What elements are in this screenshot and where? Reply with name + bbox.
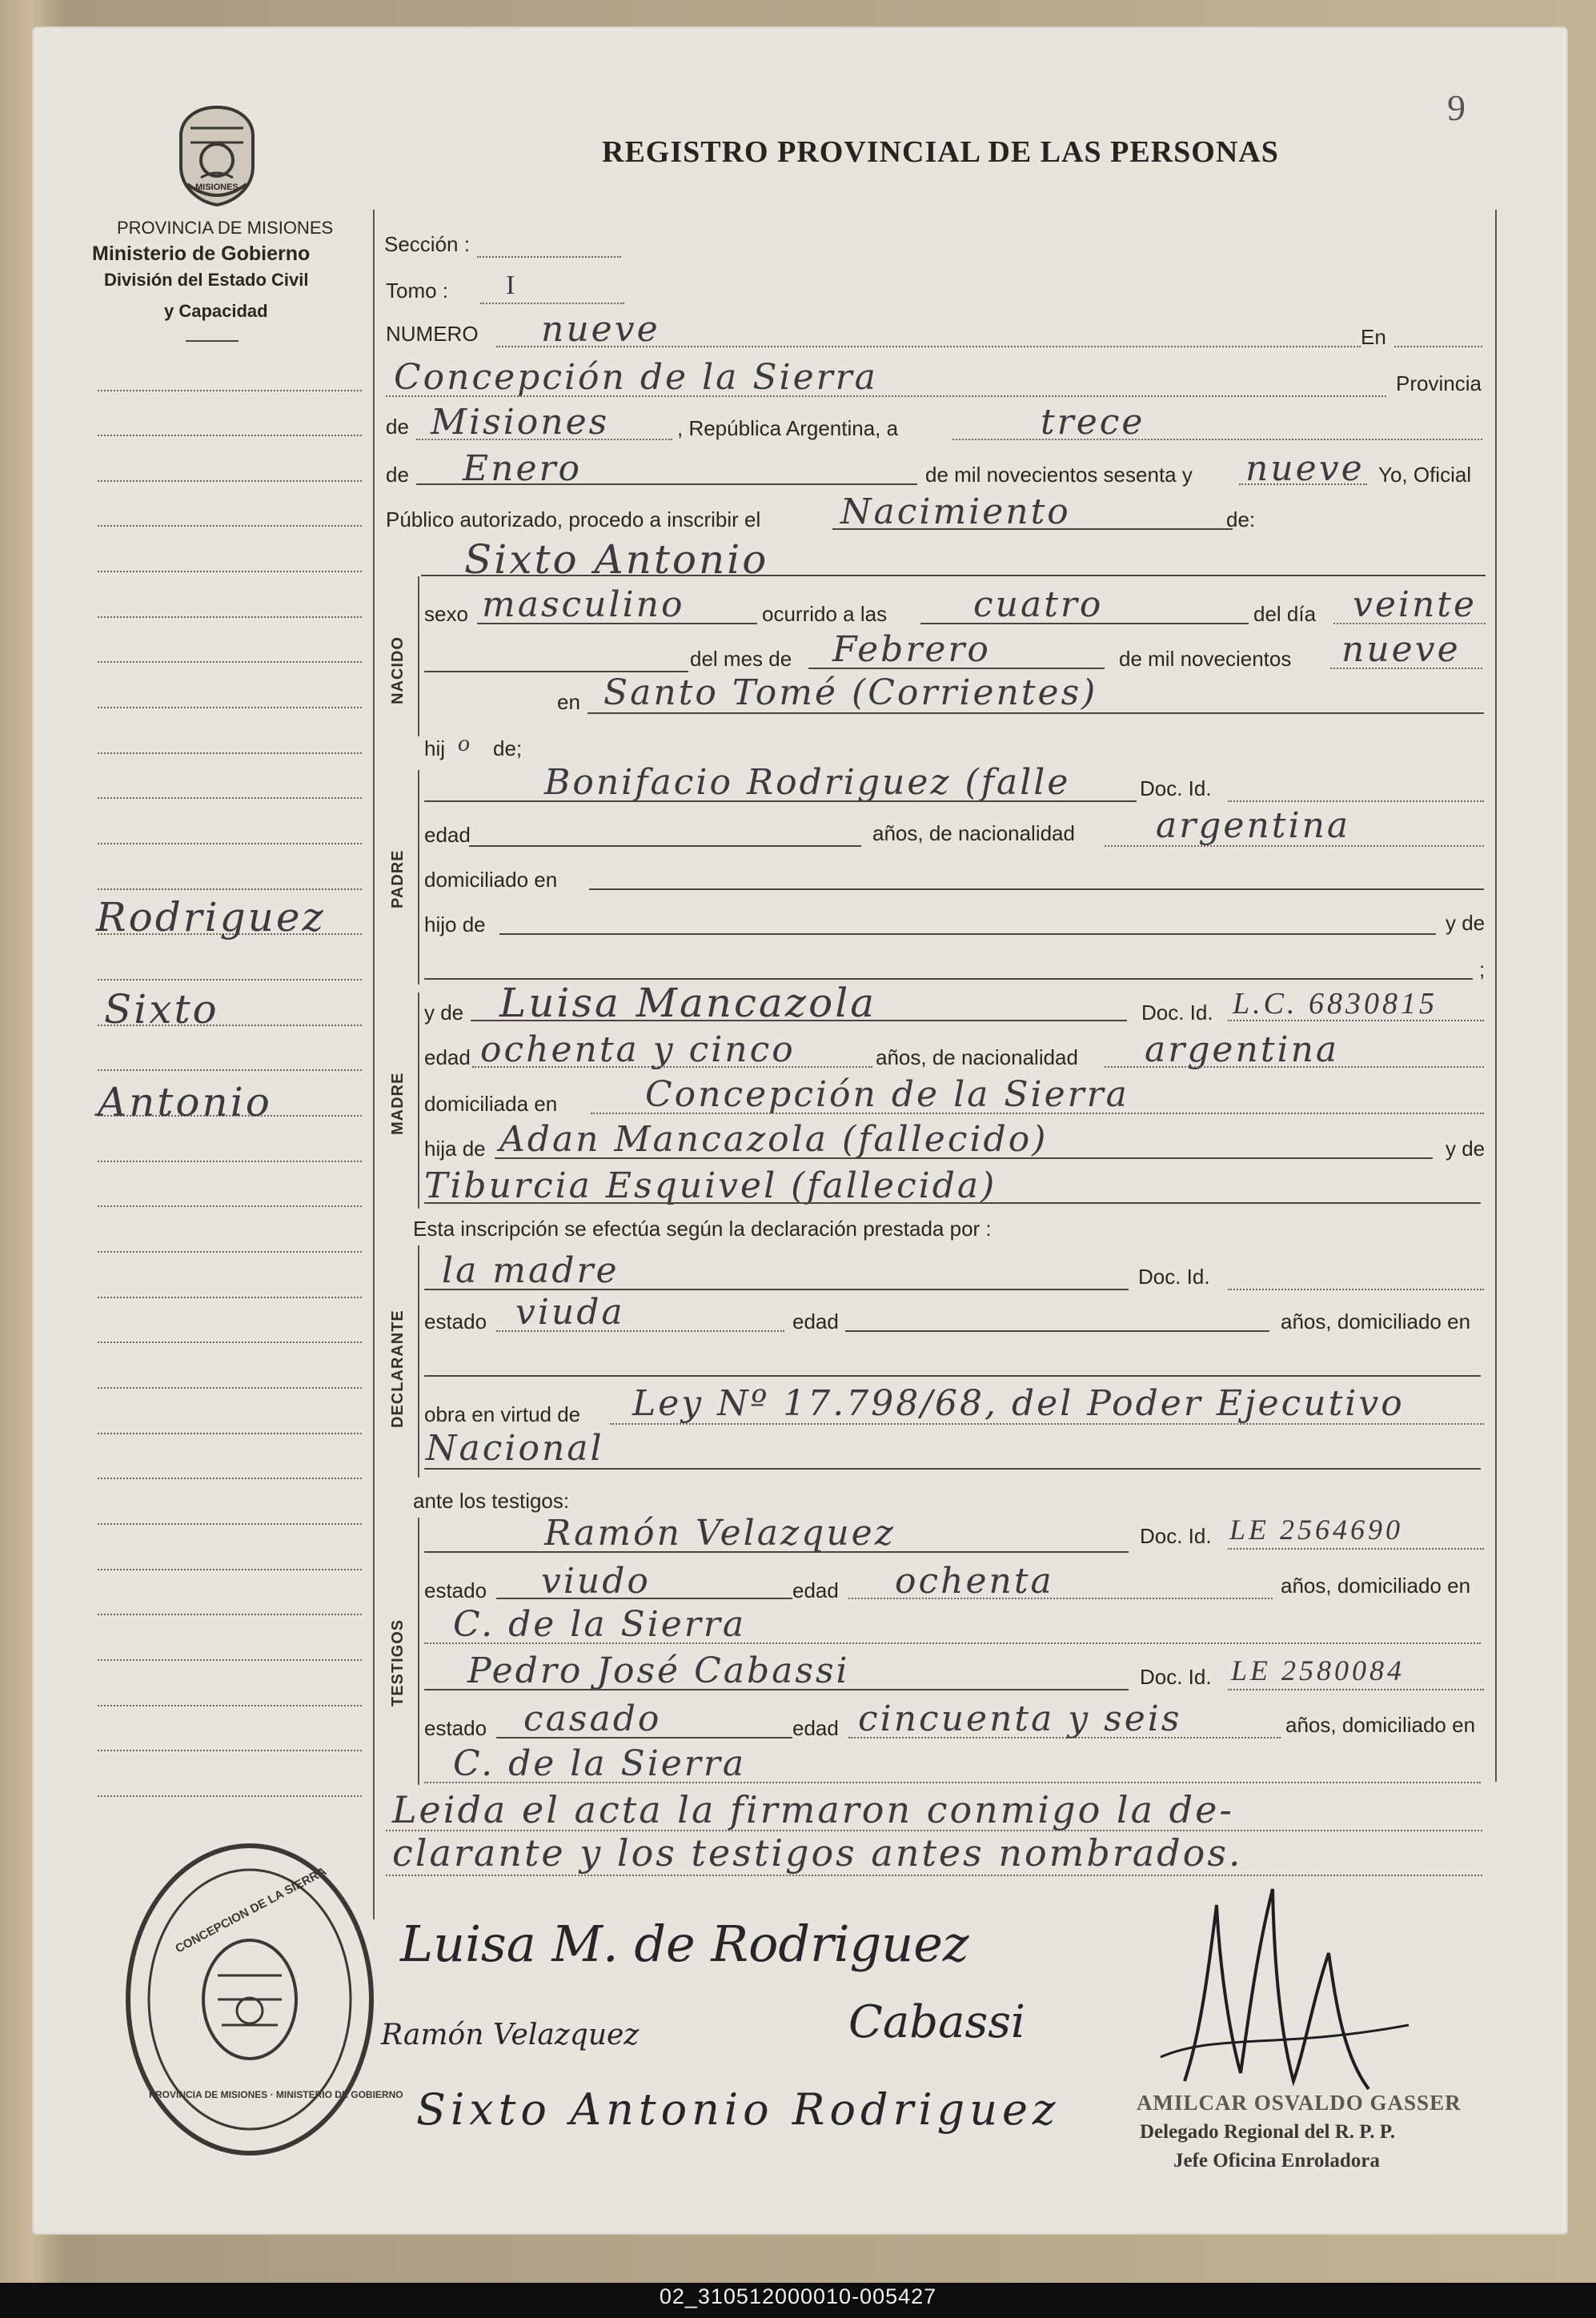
testigo1-edad-value: ochenta <box>895 1561 1054 1602</box>
official-signature-scribble-icon <box>1153 1873 1417 2113</box>
signature-testigo2: Cabassi <box>848 1996 1025 2048</box>
en-lugar-label: en <box>557 690 580 714</box>
testigo2-dom-line <box>424 1782 1481 1783</box>
right-border <box>1495 210 1497 1782</box>
tomo-label: Tomo : <box>386 279 449 303</box>
hijo-label: hij <box>424 736 446 760</box>
provincia-line <box>416 439 672 440</box>
page-title: REGISTRO PROVINCIAL DE LAS PERSONAS <box>602 135 1279 169</box>
madre-edad-value: ochenta y cinco <box>480 1029 796 1070</box>
tomo-line <box>480 303 624 304</box>
mes-nac-line <box>808 668 1105 669</box>
hora-line <box>920 623 1249 624</box>
testigo1-estado-label: estado <box>424 1578 487 1602</box>
madre-nacionalidad: argentina <box>1145 1029 1340 1070</box>
padre-nombre: Bonifacio Rodriguez (falle <box>544 762 1071 803</box>
declarante-doc-label: Doc. Id. <box>1138 1265 1210 1289</box>
testigos-intro: ante los testigos: <box>413 1489 570 1513</box>
nacido-bracket <box>418 576 419 736</box>
signature-inscripto: Sixto Antonio Rodriguez <box>416 2084 1061 2135</box>
padre-hijo-line <box>499 933 1436 935</box>
obra-label: obra en virtud de <box>424 1402 581 1426</box>
madre-hija-line <box>495 1157 1433 1159</box>
margin-firstname: Sixto <box>104 986 219 1033</box>
padre-edad-line <box>469 845 861 847</box>
division-label-2: y Capacidad <box>164 301 268 321</box>
mes-line <box>416 483 917 485</box>
testigo1-estado-value: viudo <box>541 1561 651 1602</box>
padre-doc-line <box>1228 800 1484 802</box>
testigo2-domicilio: C. de la Sierra <box>453 1743 747 1784</box>
testigo2-estado-value: casado <box>523 1698 662 1739</box>
declarante-dom-line <box>424 1375 1481 1377</box>
testigo1-doc-line <box>1228 1548 1484 1550</box>
testigo1-edad-line <box>848 1598 1273 1599</box>
madre-nombre: Luisa Mancazola <box>499 980 877 1026</box>
declarante-estado-line <box>496 1330 784 1332</box>
madre-madre-value: Tiburcia Esquivel (fallecida) <box>424 1165 997 1206</box>
madre-nombre-line <box>471 1020 1127 1021</box>
madre-y-de-label: y de <box>424 1001 464 1025</box>
acto-value: Nacimiento <box>840 491 1071 532</box>
madre-padre-value: Adan Mancazola (fallecido) <box>499 1119 1049 1160</box>
ministry-label: Ministerio de Gobierno <box>92 243 311 265</box>
testigo1-nombre: Ramón Velazquez <box>544 1513 896 1554</box>
testigo2-doc-line <box>1228 1689 1484 1690</box>
testigo1-dom-line <box>424 1642 1481 1644</box>
nombre-inscripto: Sixto Antonio <box>464 536 769 583</box>
sexo-value: masculino <box>482 584 685 625</box>
testigos-bracket <box>418 1518 419 1785</box>
official-name: AMILCAR OSVALDO GASSER <box>1137 2091 1462 2115</box>
declarante-anios-label: años, domiciliado en <box>1281 1309 1471 1333</box>
testigos-side-label: TESTIGOS <box>389 1618 407 1706</box>
official-title-1: Delegado Regional del R. P. P. <box>1140 2121 1395 2143</box>
obra-value-2: Nacional <box>426 1428 604 1469</box>
page-number: 9 <box>1447 87 1466 128</box>
numero-label: NUMERO <box>386 322 479 346</box>
madre-domicilio-label: domiciliada en <box>424 1092 558 1116</box>
declarante-doc-line <box>1228 1289 1484 1290</box>
anio-nac-line <box>1330 668 1482 669</box>
nacido-mes-value: Febrero <box>832 629 991 670</box>
de-colon-label: de: <box>1226 507 1256 531</box>
margin-middlename: Antonio <box>98 1079 272 1125</box>
de-label-2: de <box>386 463 409 487</box>
del-dia-label: del día <box>1253 602 1317 626</box>
nombre-line <box>421 575 1486 576</box>
seccion-label: Sección : <box>384 232 470 256</box>
padre-nac-line <box>1105 845 1484 847</box>
obra-line-2 <box>424 1468 1481 1470</box>
testigo2-doc-value: LE 2580084 <box>1231 1654 1406 1686</box>
padre-domicilio-line <box>589 888 1484 890</box>
testigo1-doc-value: LE 2564690 <box>1229 1514 1404 1546</box>
oficial-label: Yo, Oficial <box>1378 463 1472 487</box>
anio-line <box>1239 483 1367 485</box>
numero-line <box>496 346 1361 347</box>
dia-line <box>952 439 1482 440</box>
del-mes-label: del mes de <box>690 647 792 671</box>
signature-madre: Luisa M. de Rodriguez <box>400 1915 969 1973</box>
obra-line <box>610 1423 1484 1425</box>
nacido-side-label: NACIDO <box>389 636 407 704</box>
hora-value: cuatro <box>973 584 1104 625</box>
madre-edad-line <box>472 1066 872 1068</box>
official-title-2: Jefe Oficina Enroladora <box>1173 2150 1380 2172</box>
lugar-line <box>386 395 1386 397</box>
province-crest-icon <box>173 104 261 207</box>
dia-nac-line <box>1333 623 1486 624</box>
sexo-label: sexo <box>424 602 468 626</box>
declarante-nombre-line <box>424 1289 1129 1290</box>
acto-line <box>832 528 1233 530</box>
testigo2-estado-label: estado <box>424 1716 487 1740</box>
division-label-1: División del Estado Civil <box>104 270 309 290</box>
image-id: 02_310512000010-005427 <box>659 2284 937 2308</box>
madre-y-de-label-2: y de <box>1446 1137 1486 1161</box>
seal-bottom-text: PROVINCIA DE MISIONES · MINISTERIO DE GOBIERNO <box>149 2089 403 2100</box>
anio-value: nueve <box>1245 448 1365 489</box>
ocurrido-label: ocurrido a las <box>762 602 888 626</box>
testigo2-nombre-line <box>424 1689 1129 1690</box>
en-line <box>1394 346 1482 347</box>
padre-edad-label: edad <box>424 823 471 847</box>
declarante-side-label: DECLARANTE <box>389 1309 407 1428</box>
padre-domicilio-label: domiciliado en <box>424 868 558 892</box>
padre-side-label: PADRE <box>389 849 407 908</box>
padre-bracket <box>418 770 419 985</box>
madre-domicilio-value: Concepción de la Sierra <box>645 1074 1129 1115</box>
testigo2-edad-label: edad <box>792 1716 839 1740</box>
seccion-line <box>477 256 621 258</box>
declarante-intro: Esta inscripción se efectúa según la declaración prestada por : <box>413 1217 992 1241</box>
nacido-lugar-value: Santo Tomé (Corrientes) <box>604 672 1098 713</box>
testigo2-estado-line <box>496 1737 792 1738</box>
madre-edad-label: edad <box>424 1045 471 1069</box>
de-label: de <box>386 415 409 439</box>
signature-testigo1: Ramón Velazquez <box>381 2019 640 2051</box>
padre-hijo-de-label: hijo de <box>424 912 486 936</box>
testigo2-edad-line <box>848 1737 1281 1738</box>
de-semi-label: de; <box>493 736 523 760</box>
madre-anios-label: años, de nacionalidad <box>876 1045 1078 1069</box>
declarante-bracket <box>418 1245 419 1478</box>
madre-doc-label: Doc. Id. <box>1141 1001 1213 1025</box>
registry-seal-icon <box>122 1839 403 2160</box>
declarante-edad-line <box>845 1330 1269 1332</box>
declarante-estado-value: viuda <box>515 1292 625 1333</box>
testigo1-domicilio: C. de la Sierra <box>453 1604 747 1645</box>
publico-label: Público autorizado, procedo a inscribir el <box>386 507 761 531</box>
madre-side-label: MADRE <box>389 1072 407 1135</box>
testigo2-edad-value: cincuenta y seis <box>858 1698 1182 1739</box>
closing-line-2: clarante y los testigos antes nombrados. <box>392 1831 1243 1875</box>
provincia-value: Misiones <box>431 402 610 443</box>
provincia-label: Provincia <box>1396 371 1482 395</box>
declarante-nombre: la madre <box>442 1250 620 1291</box>
madre-hija-de-label: hija de <box>424 1137 486 1161</box>
padre-y-de-label: y de <box>1446 911 1486 935</box>
lugar-nac-line <box>587 712 1484 714</box>
declarante-estado-label: estado <box>424 1309 487 1333</box>
division-underline <box>186 340 239 342</box>
nacido-dia-value: veinte <box>1353 584 1478 625</box>
testigo1-estado-line <box>496 1598 792 1599</box>
sexo-line <box>477 623 757 624</box>
madre-nac-line <box>1105 1066 1484 1068</box>
closing-line-1: Leida el acta la firmaron conmigo la de- <box>392 1788 1234 1831</box>
province-label: PROVINCIA DE MISIONES <box>117 218 334 238</box>
republica-label: , República Argentina, a <box>677 416 899 440</box>
testigo2-doc-label: Doc. Id. <box>1140 1665 1212 1689</box>
anio-label: de mil novecientos sesenta y <box>925 463 1193 487</box>
madre-bracket <box>418 993 419 1209</box>
madre-domicilio-line <box>591 1113 1484 1114</box>
dia-value: trece <box>1041 402 1145 443</box>
numero-value: nueve <box>541 309 660 350</box>
mes-value: Enero <box>463 448 583 489</box>
testigo1-edad-label: edad <box>792 1578 839 1602</box>
testigo1-nombre-line <box>424 1551 1129 1553</box>
margin-divider <box>373 210 375 1919</box>
madre-doc-line <box>1228 1020 1484 1021</box>
testigo1-anios-label: años, domiciliado en <box>1281 1574 1471 1598</box>
obra-value: Ley Nº 17.798/68, del Poder Ejecutivo <box>632 1383 1405 1424</box>
madre-doc-value: L.C. 6830815 <box>1233 987 1438 1021</box>
tomo-value: I <box>506 271 515 300</box>
nacido-anio-value: nueve <box>1341 629 1461 670</box>
testigo1-doc-label: Doc. Id. <box>1140 1524 1212 1548</box>
testigo2-anios-label: años, domiciliado en <box>1285 1713 1476 1737</box>
hijo-suffix: o <box>458 730 470 756</box>
padre-semicolon: ; <box>1479 957 1486 981</box>
padre-nombre-line <box>424 800 1137 802</box>
declarante-edad-label: edad <box>792 1309 839 1333</box>
padre-anios-label: años, de nacionalidad <box>872 821 1075 845</box>
mil-label: de mil novecientos <box>1119 647 1292 671</box>
seal-inner-text: CONCEPCION DE LA SIERRA <box>173 1864 329 1956</box>
margin-surname: Rodriguez <box>96 894 326 940</box>
en-label: En <box>1361 325 1386 349</box>
padre-nacionalidad: argentina <box>1156 805 1351 846</box>
padre-doc-label: Doc. Id. <box>1140 776 1212 800</box>
testigo2-nombre: Pedro José Cabassi <box>467 1650 850 1691</box>
madre-madre-line <box>424 1202 1481 1204</box>
lugar-value: Concepción de la Sierra <box>394 357 878 398</box>
crest-label: MISIONES <box>195 182 239 192</box>
